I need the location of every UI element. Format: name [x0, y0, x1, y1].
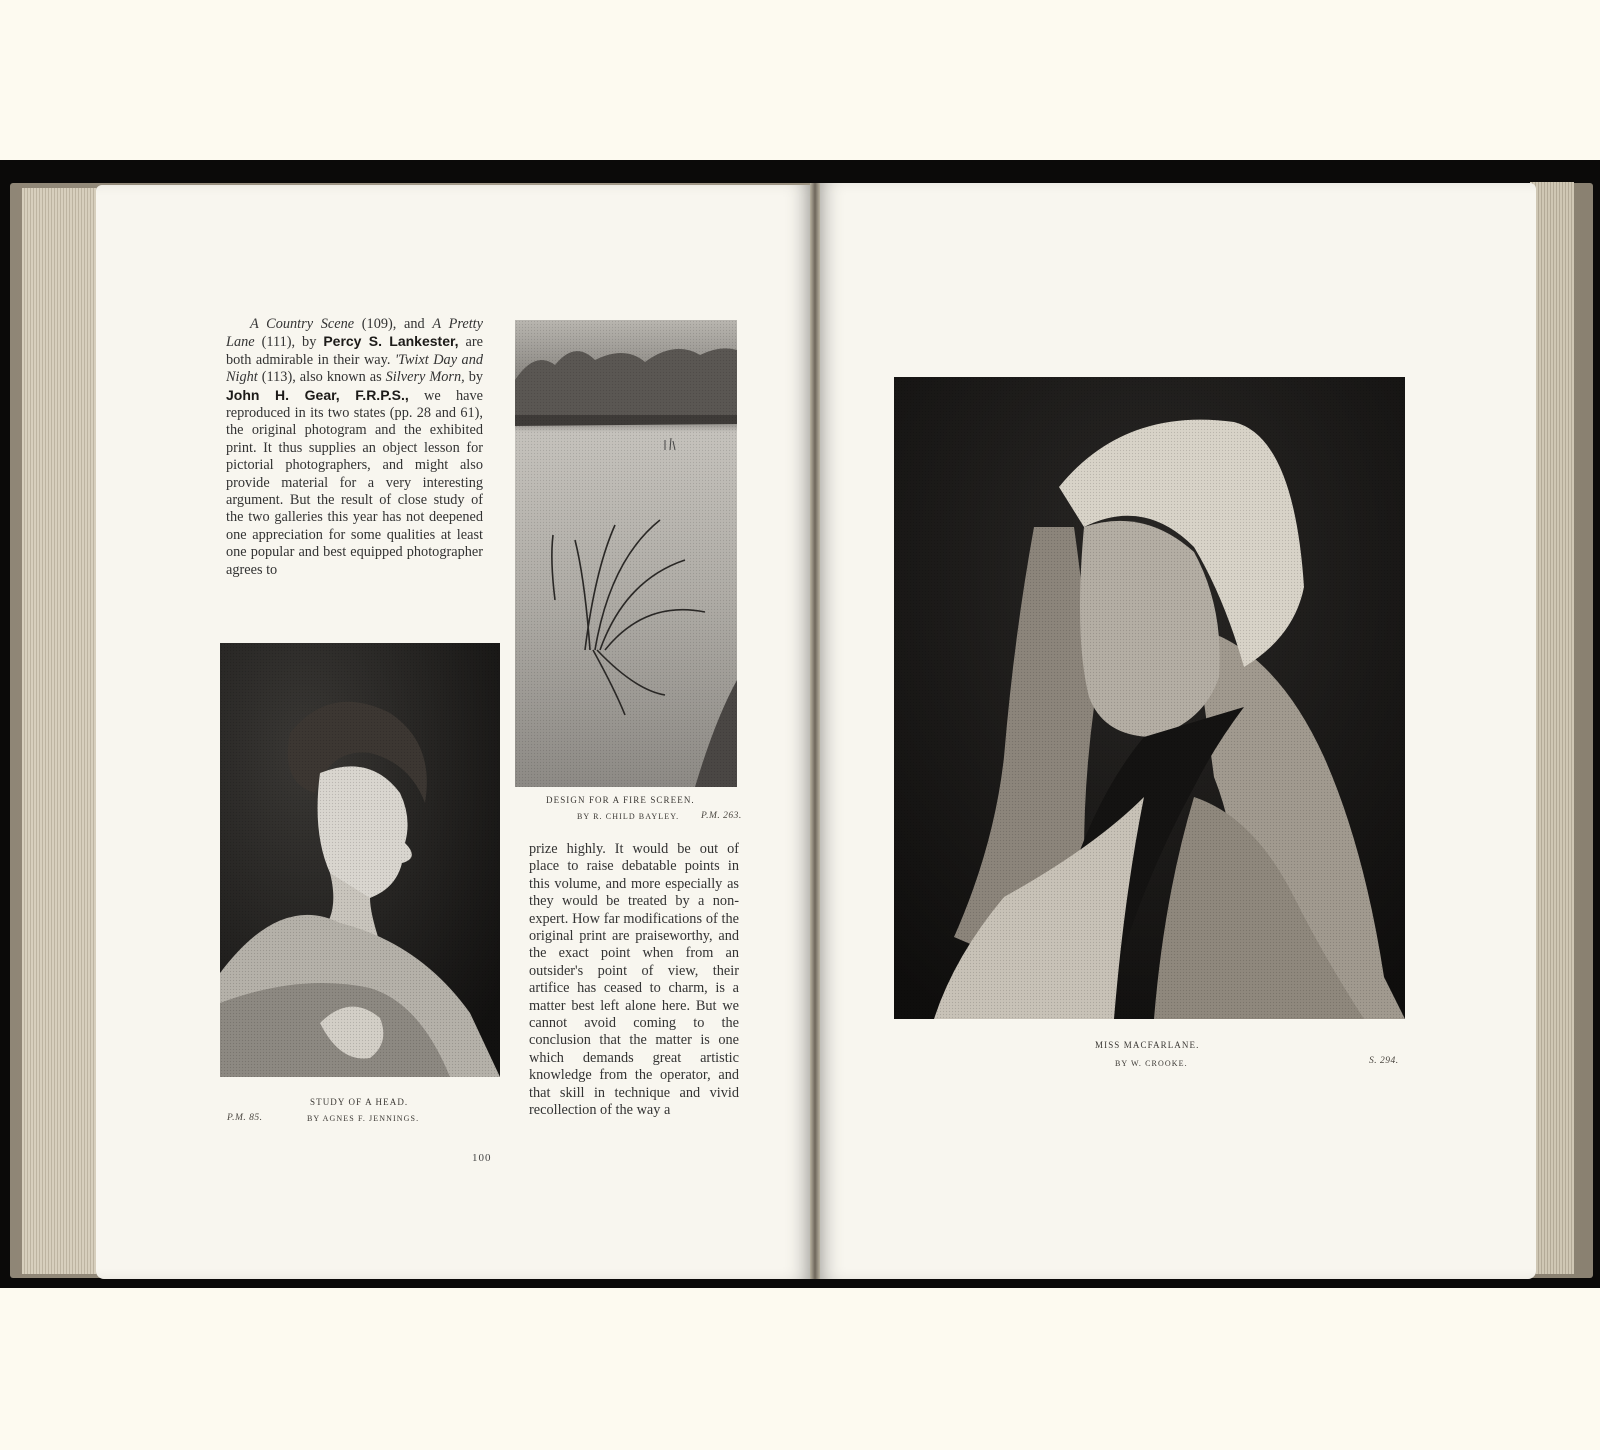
- caption-title-fire-screen: DESIGN FOR A FIRE SCREEN.: [546, 795, 695, 805]
- plate-ref-head: P.M. 85.: [227, 1113, 263, 1123]
- caption-byline-head: BY AGNES F. JENNINGS.: [307, 1114, 420, 1123]
- text-run: (111), by: [254, 334, 324, 351]
- page-number: 100: [472, 1152, 492, 1164]
- text-run: we have reproduced in its two states (pp. 28 and 61), the original photogram and the exhibited print. It thus supplies an object lesson for pictorial photographers, and might also provide material for a very interesting argument. But the result of close study of the two galleries this year has not deepened one appreciation for some qualities at least one popular and best equipped photographer agrees to: [226, 387, 483, 578]
- photo-title: 'Twixt Day and Night: [226, 351, 483, 386]
- photo-study-of-head: [220, 643, 500, 1077]
- paragraph-top: [226, 316, 483, 579]
- text-run: are both admirable in their way.: [226, 334, 483, 368]
- paragraph-bottom: prize highly. It would be out of place to raise debatable points in this volume, and more especially as they would be treated by a non-expert. How far modifications of the original print are praiseworthy, and the exact point when from an outsider's point of view, their artifice has ceased to charm, is a matter best left alone here. But we cannot avoid coming to the conclusion that the matter is one which demands great artistic knowledge from the operator, and that skill in technique and vivid recollection of the way a: [529, 841, 739, 1119]
- book-gutter: [810, 183, 820, 1279]
- text-run: by: [464, 369, 483, 386]
- photo-title: A Country Scene: [250, 316, 355, 332]
- author-name: John H. Gear, F.R.P.S.,: [226, 386, 409, 403]
- left-page-edges: [22, 188, 102, 1274]
- photo-fire-screen: [515, 320, 737, 787]
- caption-byline-portrait: BY W. CROOKE.: [1115, 1059, 1188, 1068]
- photo-title: Silvery Morn,: [385, 369, 465, 386]
- text-column-bottom: [529, 841, 739, 1141]
- photo-study-of-head-image: [220, 643, 500, 1077]
- plate-ref-portrait: S. 294.: [1369, 1056, 1399, 1066]
- text-column-top: [226, 316, 483, 596]
- caption-title-head: STUDY OF A HEAD.: [310, 1097, 409, 1107]
- photo-fire-screen-image: [515, 320, 737, 787]
- text-run: (113), also known as: [257, 369, 386, 386]
- photo-title: A Pretty Lane: [226, 316, 483, 351]
- plate-ref-fire-screen: P.M. 263.: [701, 811, 742, 821]
- author-name: Percy S. Lankester,: [323, 333, 459, 350]
- photo-miss-macfarlane-image: [894, 377, 1405, 1019]
- text-run: (109), and: [354, 316, 433, 332]
- photo-miss-macfarlane: [894, 377, 1405, 1019]
- caption-title-portrait: MISS MACFARLANE.: [1095, 1040, 1200, 1050]
- caption-byline-fire-screen: BY R. CHILD BAYLEY.: [577, 812, 680, 821]
- right-page-edges: [1530, 182, 1574, 1274]
